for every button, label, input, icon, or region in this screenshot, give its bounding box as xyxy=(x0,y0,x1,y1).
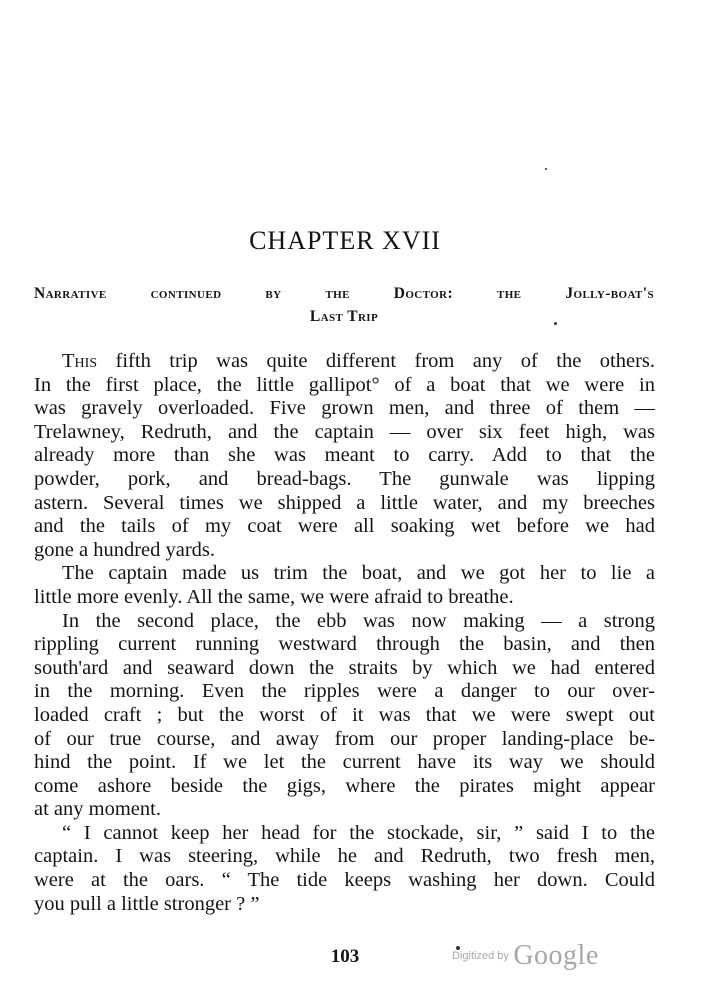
text-line: In the second place, the ebb was now making — a strong xyxy=(62,609,655,632)
text-line: captain. I was steering, while he and Redruth, two fresh men, xyxy=(34,845,655,868)
chapter-subtitle-line-1: Narrative continued by the Doctor: the Jolly-boat's xyxy=(34,285,654,302)
chapter-subtitle xyxy=(34,282,654,328)
text-line: hind the point. If we let the current have its way we should xyxy=(34,751,655,774)
scan-speck xyxy=(456,946,460,950)
text-line: The captain made us trim the boat, and we got her to lie a xyxy=(62,562,655,585)
text-line: of our true course, and away from our proper landing-place be- xyxy=(34,727,655,750)
text-line xyxy=(34,350,655,374)
chapter-title: CHAPTER XVII xyxy=(249,226,441,255)
digitized-watermark xyxy=(452,940,599,972)
scan-speck xyxy=(554,322,557,325)
text-line: gone a hundred yards. xyxy=(34,538,216,561)
text-line: south'ard and seaward down the straits by which we had entered xyxy=(34,656,655,679)
text-line: In the first place, the little gallipot° of a boat that we were in xyxy=(34,373,655,396)
text-line: rippling current running westward through the basin, and then xyxy=(34,633,655,656)
watermark-prefix: Digitized by xyxy=(452,950,509,962)
text-line: in the morning. Even the ripples were a danger to our over- xyxy=(34,680,655,703)
text-line: at any moment. xyxy=(34,798,161,821)
text-line: already more than she was meant to carry. Add to that the xyxy=(34,444,655,467)
text-line: loaded craft ; but the worst of it was that we were swept out xyxy=(34,703,655,726)
scan-speck xyxy=(545,168,547,170)
body-text xyxy=(34,350,655,916)
text-line: “ I cannot keep her head for the stockade, sir, ” said I to the xyxy=(62,821,655,844)
text-line-rest: fifth trip was quite different from any of the others. xyxy=(97,350,655,372)
text-line: was gravely overloaded. Five grown men, and three of them — xyxy=(34,397,655,420)
text-line: and the tails of my coat were all soaking wet before we had xyxy=(34,515,655,538)
text-line: come ashore beside the gigs, where the pirates might appear xyxy=(34,774,655,797)
watermark-brand: Google xyxy=(513,940,599,971)
text-line: powder, pork, and bread-bags. The gunwale was lipping xyxy=(34,467,655,490)
page-number: 103 xyxy=(330,946,360,967)
chapter-subtitle-line-2: Last Trip xyxy=(309,308,379,325)
text-line: you pull a little stronger ? ” xyxy=(34,892,260,915)
text-line: Trelawney, Redruth, and the captain — over six feet high, was xyxy=(34,420,655,443)
text-line-lead: This xyxy=(62,350,98,372)
text-line: astern. Several times we shipped a little water, and my breeches xyxy=(34,491,655,514)
text-line: little more evenly. All the same, we were afraid to breathe. xyxy=(34,585,514,608)
text-line: were at the oars. “ The tide keeps washing her down. Could xyxy=(34,869,655,892)
